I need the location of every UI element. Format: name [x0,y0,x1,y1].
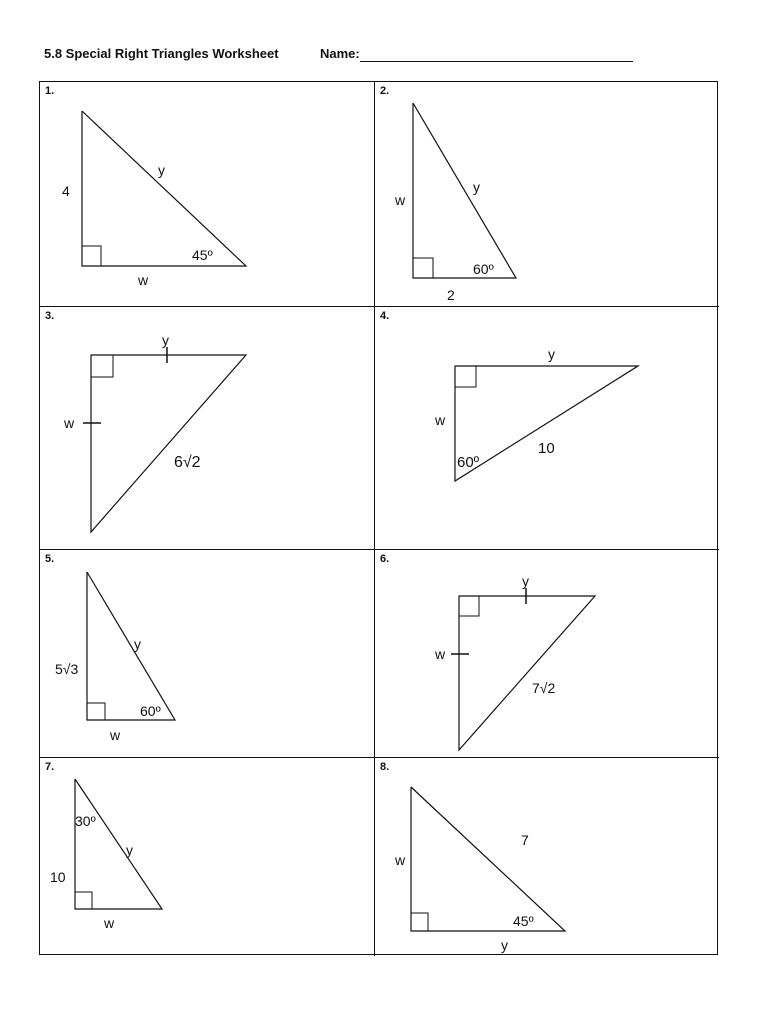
leg-label: w [64,415,75,431]
hyp-label: 10 [538,440,555,457]
base-label: w [104,915,115,931]
triangle-5 [40,550,374,757]
base-label: y [501,937,508,953]
base-label: w [138,272,149,288]
leg-label: 5√3 [55,661,79,677]
angle-label: 60º [457,454,480,471]
problem-number: 5. [45,553,55,565]
name-label: Name: [320,46,360,61]
worksheet-title: 5.8 Special Right Triangles Worksheet [44,46,279,61]
problem-number: 7. [45,761,55,773]
triangle-1 [40,82,374,306]
leg-label: 4 [62,183,70,199]
leg-label: w [435,412,446,428]
problem-number: 6. [380,553,390,565]
angle-label: 45º [192,247,213,263]
hyp-label: 6√2 [174,454,201,471]
hyp-label: y [473,179,480,195]
triangle-2 [375,82,719,306]
hyp-label: y [126,842,133,858]
angle-label: 60º [140,703,161,719]
problem-grid [39,81,718,955]
triangle-6 [375,550,719,757]
top-label: y [522,573,529,589]
problem-2 [375,82,719,306]
problem-6 [375,550,719,757]
leg-label: w [395,192,406,208]
problem-4 [375,307,719,549]
angle-label: 30º [75,813,96,829]
triangle-8 [375,758,719,956]
problem-number: 8. [380,761,390,773]
problem-number: 2. [380,85,390,97]
problem-8 [375,758,719,956]
top-label: y [162,332,169,348]
base-label: w [110,727,121,743]
leg-label: w [395,852,406,868]
problem-7 [40,758,374,956]
base-label: 2 [447,287,455,303]
problem-number: 4. [380,310,390,322]
angle-label: 45º [513,913,534,929]
hyp-label: y [158,162,165,178]
top-label: y [548,346,555,362]
problem-number: 1. [45,85,55,97]
name-field-line[interactable] [360,61,633,62]
problem-3 [40,307,374,549]
problem-5 [40,550,374,757]
hyp-label: 7 [521,832,529,848]
hyp-label: y [134,636,141,652]
problem-1 [40,82,374,306]
problem-number: 3. [45,310,55,322]
leg-label: 10 [50,869,66,885]
leg-label: w [435,646,446,662]
triangle-3 [40,307,374,549]
angle-label: 60º [473,261,494,277]
triangle-4 [375,307,719,549]
triangle-7 [40,758,374,956]
hyp-label: 7√2 [532,680,556,696]
